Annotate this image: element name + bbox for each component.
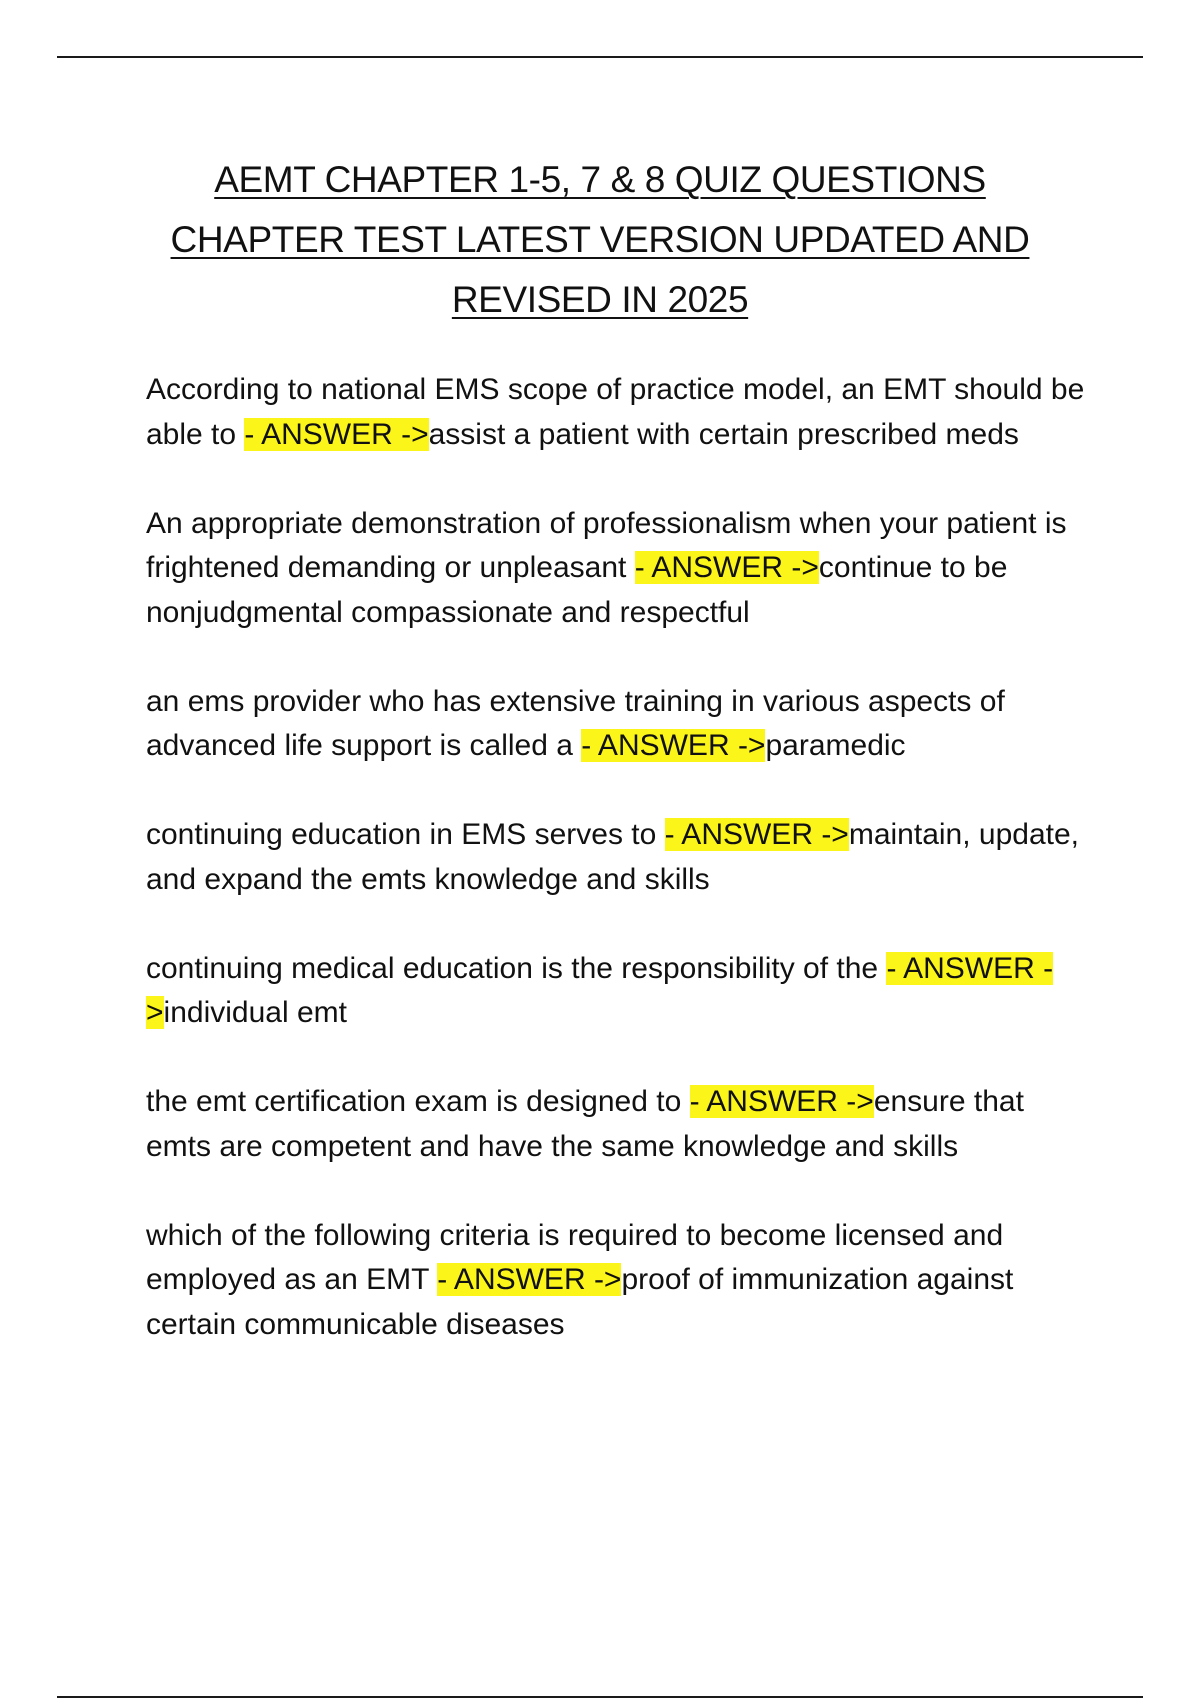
- answer-text: continue to be nonjudgmental compassionate and respectful: [146, 551, 1008, 629]
- answer-text: paramedic: [765, 729, 906, 762]
- qa-item: [146, 813, 1086, 902]
- title-line: CHAPTER TEST LATEST VERSION UPDATED AND: [170, 219, 1030, 260]
- answer-marker: - ANSWER ->: [146, 951, 1054, 1029]
- qa-item: [146, 680, 1086, 769]
- qa-item: [146, 368, 1086, 457]
- answer-marker: - ANSWER ->: [689, 1085, 874, 1118]
- title-line: REVISED IN 2025: [451, 279, 749, 320]
- question-text: which of the following criteria is required to become licensed and employed as an EMT: [146, 1218, 1004, 1296]
- question-answer-list: [146, 368, 1086, 1392]
- title-line: AEMT CHAPTER 1-5, 7 & 8 QUIZ QUESTIONS: [214, 159, 986, 200]
- answer-text: proof of immunization against certain communicable diseases: [146, 1263, 1014, 1341]
- answer-marker: - ANSWER ->: [664, 818, 849, 851]
- question-text: an ems provider who has extensive training in various aspects of advanced life support is called a: [146, 684, 1005, 762]
- answer-text: individual emt: [163, 996, 347, 1029]
- answer-text: maintain, update, and expand the emts knowledge and skills: [146, 818, 1079, 896]
- answer-marker: - ANSWER ->: [437, 1263, 622, 1296]
- document-title: [100, 150, 1100, 330]
- question-text: continuing medical education is the responsibility of the: [146, 951, 887, 985]
- answer-marker: - ANSWER ->: [634, 551, 819, 584]
- question-text: According to national EMS scope of practice model, an EMT should be able to: [146, 373, 1085, 451]
- bottom-rule: [57, 1696, 1143, 1698]
- answer-marker: - ANSWER ->: [581, 729, 766, 762]
- qa-item: [146, 1080, 1086, 1169]
- top-rule: [57, 56, 1143, 58]
- answer-marker: - ANSWER ->: [244, 417, 429, 451]
- qa-item: [146, 502, 1086, 636]
- answer-text: ensure that emts are competent and have the same knowledge and skills: [146, 1085, 1024, 1163]
- answer-text: assist a patient with certain prescribed meds: [428, 417, 1019, 451]
- qa-item: [146, 1214, 1086, 1348]
- question-text: An appropriate demonstration of professionalism when your patient is frightened demanding or unpleasant: [146, 506, 1067, 584]
- question-text: the emt certification exam is designed to: [146, 1085, 690, 1118]
- qa-item: [146, 947, 1086, 1036]
- question-text: continuing education in EMS serves to: [146, 818, 665, 851]
